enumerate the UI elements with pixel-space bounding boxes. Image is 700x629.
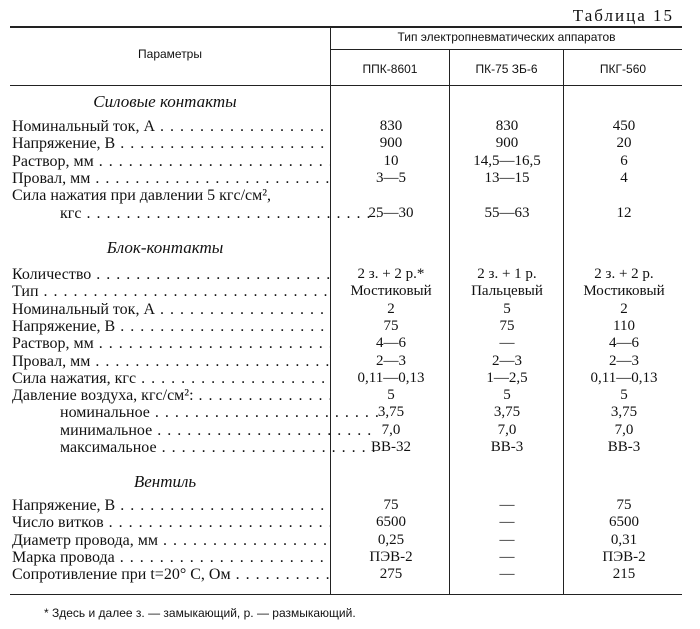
table-row (0, 353, 690, 370)
row-value-2: 5 (503, 387, 511, 403)
row-label: кгс . . . (12, 205, 378, 222)
table-row (0, 387, 690, 404)
row-value-3: 75 (616, 497, 632, 513)
row-value-3: 4—6 (609, 335, 639, 351)
row-value-3: 2—3 (609, 353, 639, 369)
row-value-1: 2 з. + 2 р.* (357, 266, 425, 282)
row-label: Напряжение, В . . . (12, 318, 330, 335)
table-row (0, 532, 690, 549)
row-value-1: 6500 (376, 514, 406, 530)
row-value-2: ВВ-3 (490, 439, 524, 455)
row-label: Провал, мм . . . (12, 353, 330, 370)
table-row (0, 301, 690, 318)
row-value-1: 900 (379, 135, 403, 151)
table-top-rule (10, 26, 682, 28)
row-value-3: 4 (620, 170, 628, 186)
row-value-1: 830 (379, 118, 403, 134)
row-value-1: 75 (383, 318, 399, 334)
row-value-2: 1—2,5 (486, 370, 528, 386)
row-value-1: 0,25 (377, 532, 405, 548)
row-value-1: 0,11—0,13 (357, 370, 425, 386)
row-label: минимальное . . . (12, 422, 378, 439)
row-value-1: 25—30 (368, 205, 414, 221)
table-row (0, 370, 690, 387)
header-group: Тип электропневматических аппаратов (397, 30, 616, 44)
row-value-1: 2—3 (376, 353, 406, 369)
row-value-1: 4—6 (376, 335, 406, 351)
table-row (0, 514, 690, 531)
table-row (0, 422, 690, 439)
row-value-3: 5 (620, 387, 628, 403)
row-value-1: 5 (387, 387, 395, 403)
table-bottom-rule (10, 594, 682, 595)
row-value-2: 2—3 (492, 353, 522, 369)
row-value-3: Мостиковый (583, 283, 665, 299)
row-label: Номинальный ток, А . . . (12, 118, 330, 135)
row-value-2: — (499, 514, 515, 530)
header-type-3: ПКГ-560 (599, 62, 647, 76)
row-value-1: 3—5 (376, 170, 406, 186)
header-type-2: ПК-75 ЗБ-6 (475, 62, 538, 76)
table-row (0, 266, 690, 283)
table-row (0, 187, 690, 204)
row-value-2: 14,5—16,5 (473, 153, 541, 169)
row-label: Провал, мм . . . (12, 170, 330, 187)
row-value-3: 0,31 (610, 532, 638, 548)
row-value-3: 215 (612, 566, 636, 582)
table-row (0, 118, 690, 135)
row-value-3: 0,11—0,13 (590, 370, 658, 386)
row-label: Тип . . . (12, 283, 330, 300)
row-value-2: Пальцевый (471, 283, 543, 299)
row-value-3: 2 (620, 301, 628, 317)
row-value-2: 5 (503, 301, 511, 317)
row-value-3: 7,0 (614, 422, 634, 438)
header-type-1: ППК-8601 (362, 62, 418, 76)
row-value-2: 55—63 (484, 205, 530, 221)
section-title: Блок-контакты (106, 238, 224, 257)
table-caption: Таблица 15 (572, 6, 674, 25)
row-value-2: 3,75 (493, 404, 521, 420)
header-group-rule (330, 49, 682, 50)
row-value-3: 110 (613, 318, 635, 334)
table-row (0, 566, 690, 583)
row-value-3: 2 з. + 2 р. (594, 266, 654, 282)
table-row (0, 318, 690, 335)
row-value-3: 6 (620, 153, 628, 169)
row-value-3: 450 (612, 118, 636, 134)
row-value-2: 13—15 (484, 170, 530, 186)
row-value-3: ВВ-3 (607, 439, 641, 455)
row-label: Количество . . . (12, 266, 330, 283)
row-label: Диаметр провода, мм . . . (12, 532, 330, 549)
row-value-2: — (499, 532, 515, 548)
row-value-1: ВВ-32 (370, 439, 411, 455)
row-label: Напряжение, В . . . (12, 497, 330, 514)
row-label: Сила нажатия при давлении 5 кгс/см², (12, 187, 272, 204)
row-value-3: 20 (616, 135, 632, 151)
row-value-1: 3,75 (377, 404, 405, 420)
table-row (0, 205, 690, 222)
row-value-1: 7,0 (381, 422, 401, 438)
section-title: Вентиль (133, 472, 197, 491)
table-row (0, 439, 690, 456)
row-label: Напряжение, В . . . (12, 135, 330, 152)
table-row (0, 549, 690, 566)
table-row (0, 335, 690, 352)
table-row (0, 153, 690, 170)
row-value-2: 75 (499, 318, 515, 334)
row-label: Марка провода . . . (12, 549, 330, 566)
row-value-2: 830 (495, 118, 519, 134)
row-value-2: 7,0 (497, 422, 517, 438)
table-row (0, 283, 690, 300)
table-row (0, 404, 690, 421)
row-value-3: 3,75 (610, 404, 638, 420)
row-value-1: 10 (383, 153, 399, 169)
row-value-2: 900 (495, 135, 519, 151)
footnote: * Здесь и далее з. — замыкающий, р. — размыкающий. (44, 606, 356, 620)
row-label: Раствор, мм . . . (12, 335, 330, 352)
row-value-2: — (499, 566, 515, 582)
row-value-2: — (499, 549, 515, 565)
row-label: максимальное . . . (12, 439, 378, 456)
row-value-2: — (499, 335, 515, 351)
row-value-1: 275 (379, 566, 403, 582)
row-value-1: 2 (387, 301, 395, 317)
row-value-1: 75 (383, 497, 399, 513)
row-label: Сила нажатия, кгс . . . (12, 370, 330, 387)
row-value-3: 6500 (609, 514, 639, 530)
row-value-1: ПЭВ-2 (369, 549, 413, 565)
table-row (0, 170, 690, 187)
row-value-3: 12 (616, 205, 632, 221)
row-label: Раствор, мм . . . (12, 153, 330, 170)
row-label: Давление воздуха, кгс/см²: . . . (12, 387, 330, 404)
row-label: Сопротивление при t=20° С, Ом . . . (12, 566, 330, 583)
row-value-1: Мостиковый (350, 283, 432, 299)
section-title: Силовые контакты (93, 92, 237, 111)
table-row (0, 135, 690, 152)
row-value-2: — (499, 497, 515, 513)
header-params: Параметры (138, 47, 202, 61)
header-bottom-rule (10, 85, 682, 86)
row-label: номинальное . . . (12, 404, 378, 421)
table-row (0, 497, 690, 514)
row-label: Число витков . . . (12, 514, 330, 531)
row-label: Номинальный ток, А . . . (12, 301, 330, 318)
row-value-2: 2 з. + 1 р. (477, 266, 537, 282)
row-value-3: ПЭВ-2 (602, 549, 646, 565)
